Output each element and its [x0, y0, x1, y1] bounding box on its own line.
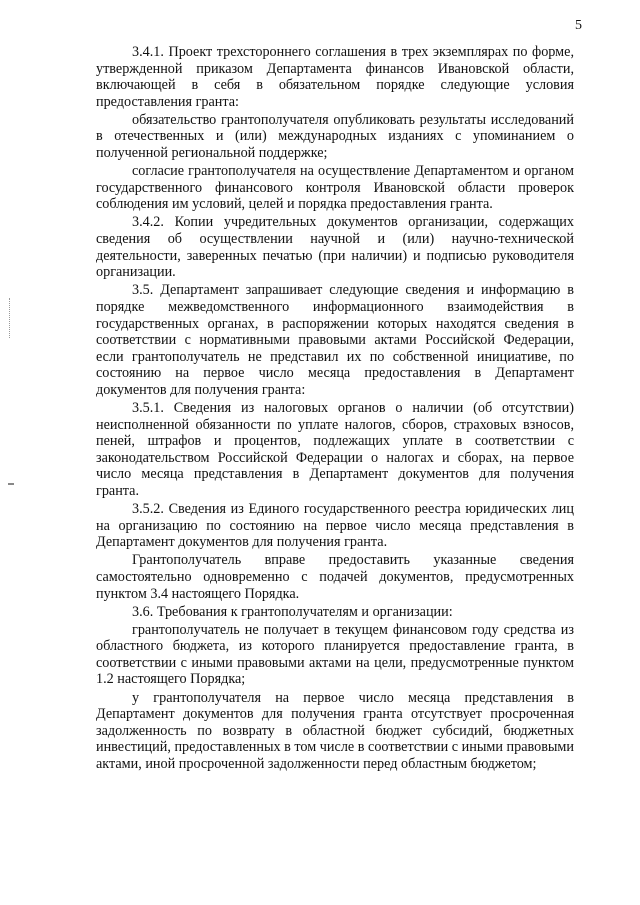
paragraph-3-5-2: 3.5.2. Сведения из Единого государственного реестра юридических лиц на организацию по состоянию на первое число месяца представления в Департамент документов для получения гранта. — [96, 501, 574, 551]
paragraph-3-5: 3.5. Департамент запрашивает следующие сведения и информацию в порядке межведомственного информационного взаимодействия в государственных органах, в распоряжении которых находятся сведения в соответствии с нормативными правовыми актами Российской Федерации, если грантополучатель не представил их по собственной инициативе, по состоянию на первое число месяца предоставления в Департамент документов для получения гранта: — [96, 282, 574, 398]
paragraph-consent: согласие грантополучателя на осуществление Департаментом и органом государственного финансового контроля Ивановской области проверок соблюдения им условий, целей и порядка предоставления гранта. — [96, 163, 574, 213]
paragraph-3-4-1: 3.4.1. Проект трехстороннего соглашения в трех экземплярах по форме, утвержденной приказом Департамента финансов Ивановской области, включающей в себя в обязательном порядке следующие условия предоставления гранта: — [96, 44, 574, 110]
paragraph-requirement-funds: грантополучатель не получает в текущем финансовом году средства из областного бюджета, из которого планируется предоставление гранта, в соответствии с иными правовыми актами на цели, предусмотренные пунктом 1.2 настоящего Порядка; — [96, 621, 574, 688]
scan-artifact — [8, 483, 14, 485]
paragraph-obligation: обязательство грантополучателя опубликовать результаты исследований в отечественных и (или) международных изданиях с упоминанием о полученной региональной поддержке; — [96, 111, 574, 162]
paragraph-self-submission: Грантополучатель вправе предоставить указанные сведения самостоятельно одновременно с подачей документов, предусмотренных пунктом 3.4 настоящего Порядка. — [96, 552, 574, 602]
document-body — [96, 44, 574, 774]
paragraph-requirement-debt: у грантополучателя на первое число месяца представления в Департамент документов для получения гранта отсутствует просроченная задолженность по возврату в областной бюджет субсидий, бюджетных инвестиций, предоставленных в том числе в соответствии с иными правовыми актами, иной просроченной задолженности перед областным бюджетом; — [96, 689, 574, 772]
paragraph-3-5-1: 3.5.1. Сведения из налоговых органов о наличии (об отсутствии) неисполненной обязанности по уплате налогов, сборов, страховых взносов, пеней, штрафов и процентов, подлежащих уплате в соответствии с законодательством Российской Федерации о налогах и сборах, на первое число месяца представления в Департамент документов для получения гранта. — [96, 399, 574, 499]
paragraph-3-4-2: 3.4.2. Копии учредительных документов организации, содержащих сведения об осуществлении научной и (или) научно-технической деятельности, заверенных печатью (при наличии) и подписью руководителя организации. — [96, 214, 574, 281]
page-number: 5 — [575, 18, 582, 33]
paragraph-3-6: 3.6. Требования к грантополучателям и организации: — [132, 603, 453, 620]
scan-artifact — [9, 298, 13, 338]
